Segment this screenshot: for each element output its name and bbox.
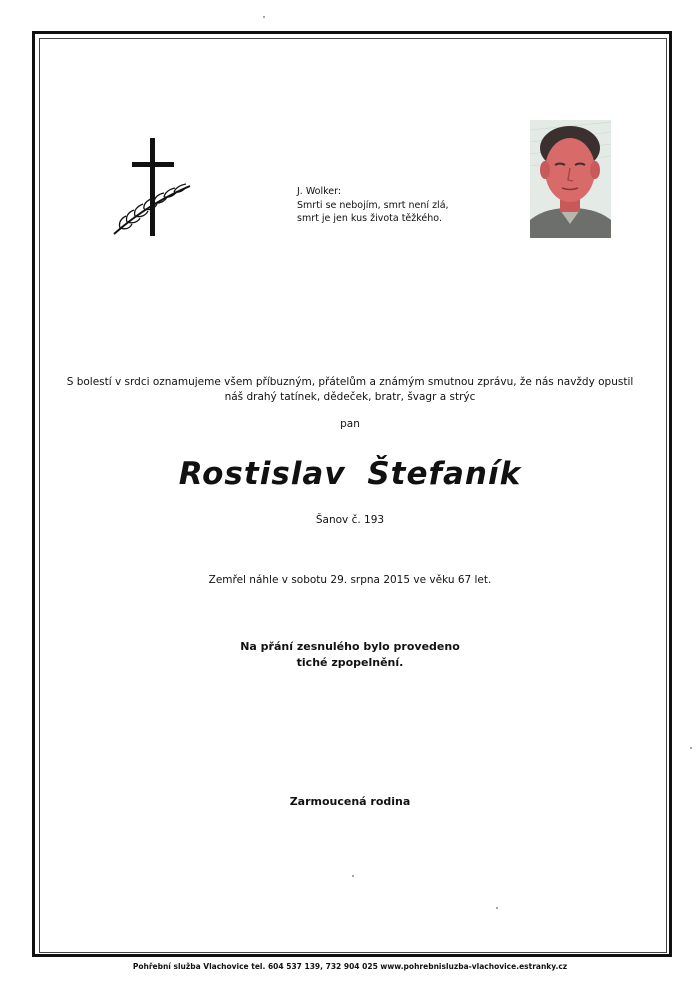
- signature: Zarmoucená rodina: [289, 795, 411, 808]
- scan-speck: [496, 907, 498, 909]
- announcement-line-1: S bolestí v srdci oznamujeme všem příbuzným, přátelům a známým smutnou zprávu, že nás navždy opustil: [66, 376, 634, 388]
- wish-line-1: Na přání zesnulého bylo provedeno: [240, 640, 460, 653]
- quote-line-2: smrt je jen kus života těžkého.: [297, 213, 442, 224]
- deceased-name: Rostislav Štefaník: [178, 456, 522, 492]
- portrait-photo: [530, 120, 611, 238]
- scan-speck: [263, 16, 265, 18]
- address: Šanov č. 193: [315, 514, 385, 526]
- quote-block: [297, 185, 449, 226]
- cremation-wish: [40, 639, 660, 671]
- cross-with-palm-icon: [112, 138, 192, 238]
- footer: Pohřební služba Vlachovice tel. 604 537 139, 732 904 025 www.pohrebnisluzba-vlachovice.estranky.cz: [132, 962, 568, 971]
- quote-author: J. Wolker:: [297, 186, 342, 197]
- scan-speck: [352, 875, 354, 877]
- wish-line-2: tiché zpopelnění.: [296, 656, 404, 669]
- death-notice: Zemřel náhle v sobotu 29. srpna 2015 ve věku 67 let.: [208, 574, 492, 586]
- scan-speck: [690, 747, 692, 749]
- quote-line-1: Smrti se nebojím, smrt není zlá,: [297, 199, 449, 211]
- announcement-line-2: náš drahý tatínek, dědeček, bratr, švagr a strýc: [224, 391, 476, 403]
- announcement: [40, 375, 660, 405]
- honorific: pan: [340, 418, 360, 430]
